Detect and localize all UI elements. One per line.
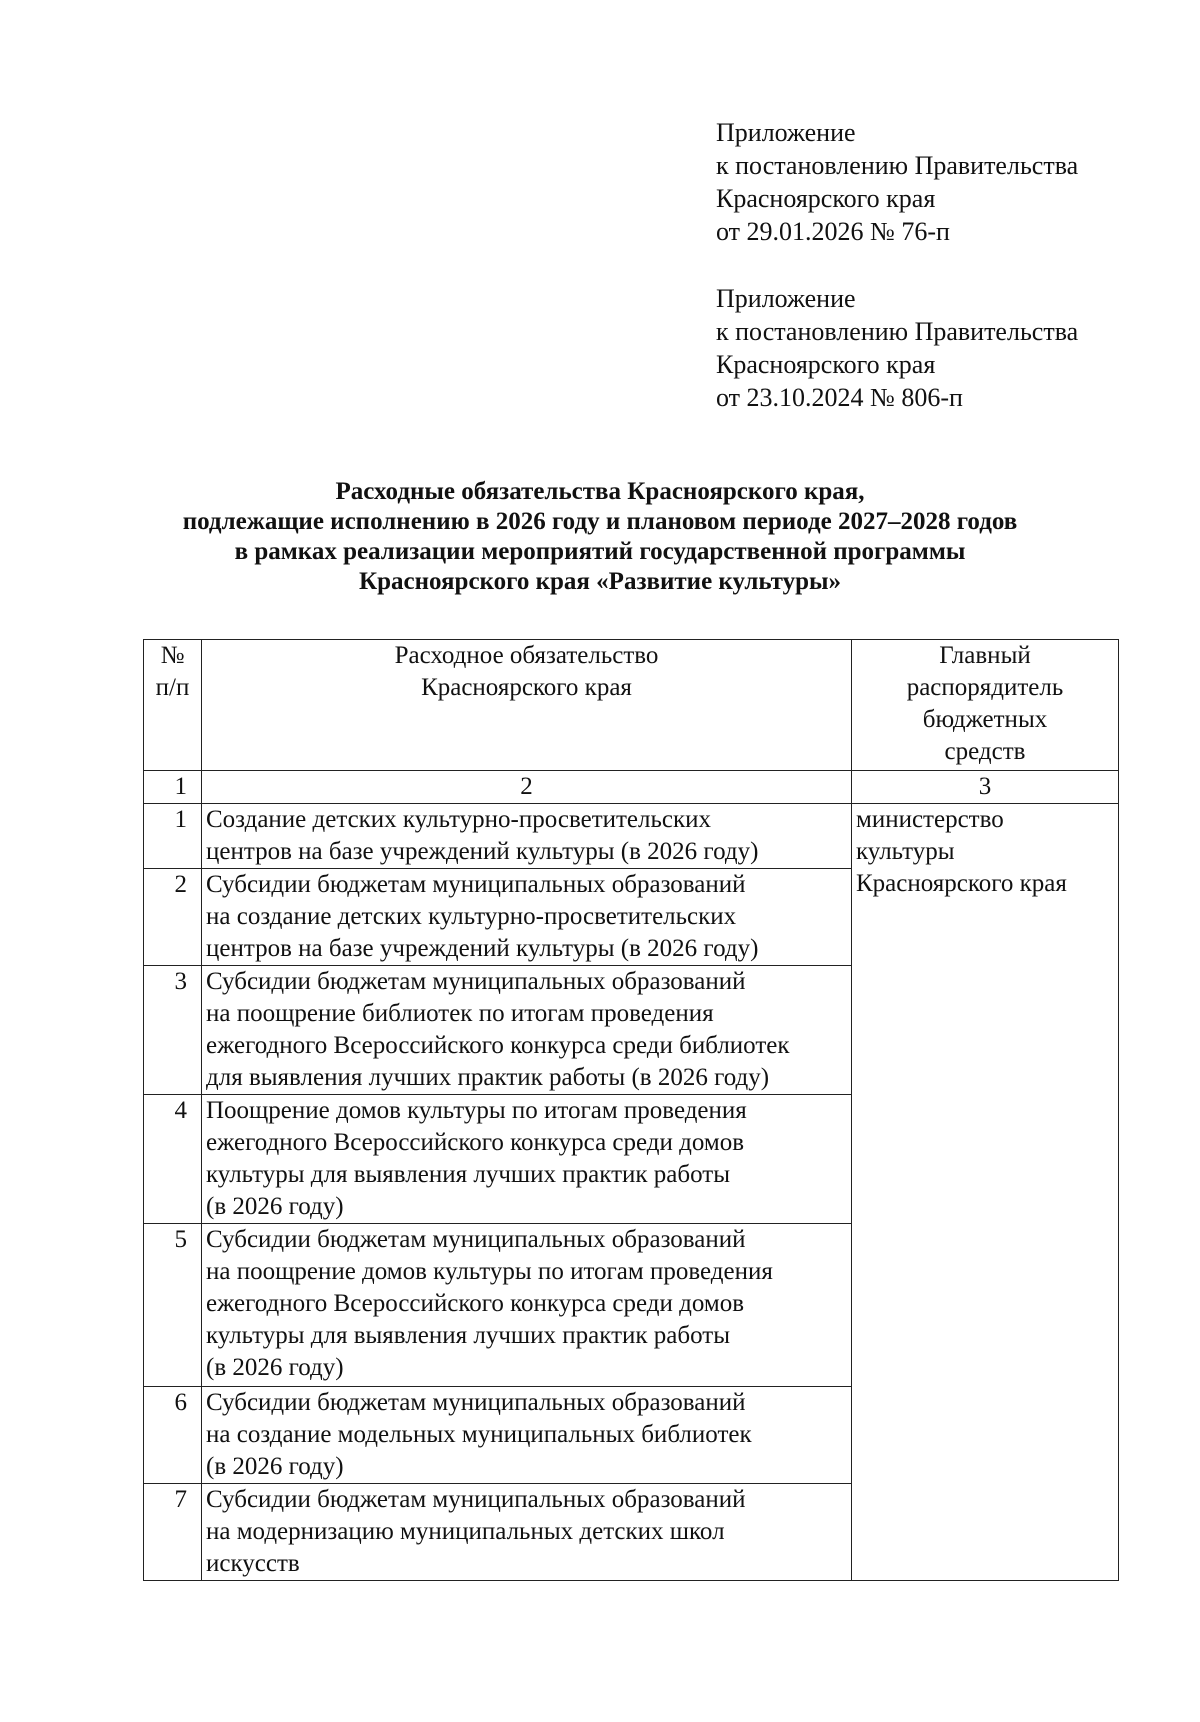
row-obligation bbox=[202, 966, 852, 1095]
header-num-line: № bbox=[160, 642, 185, 669]
obligation-line: (в 2026 году) bbox=[206, 1193, 344, 1220]
column-number: 1 bbox=[144, 771, 202, 804]
document-title bbox=[100, 477, 1100, 597]
manager-line: Красноярского края bbox=[856, 870, 1067, 897]
header-manager-line: Главный bbox=[939, 642, 1031, 669]
obligation-line: (в 2026 году) bbox=[206, 1354, 344, 1381]
appendix-date-number: от 23.10.2024 № 806-п bbox=[716, 383, 963, 412]
appendix-reference: к постановлению Правительства bbox=[716, 317, 1079, 346]
row-obligation bbox=[202, 804, 852, 869]
manager-line: министерство bbox=[856, 806, 1004, 833]
column-number: 3 bbox=[852, 771, 1119, 804]
title-line: Красноярского края «Развитие культуры» bbox=[358, 568, 842, 595]
manager-line: культуры bbox=[856, 838, 955, 865]
row-number: 5 bbox=[144, 1224, 202, 1387]
title-line: подлежащие исполнению в 2026 году и плановом периоде 2027–2028 годов bbox=[182, 508, 1018, 535]
row-obligation bbox=[202, 1387, 852, 1484]
column-number-row bbox=[144, 771, 1119, 804]
row-number: 3 bbox=[144, 966, 202, 1095]
table-row bbox=[144, 804, 1119, 869]
row-number: 1 bbox=[144, 804, 202, 869]
row-number: 7 bbox=[144, 1484, 202, 1581]
appendix-date-number: от 29.01.2026 № 76-п bbox=[716, 217, 950, 246]
obligation-line: культуры для выявления лучших практик работы bbox=[206, 1322, 730, 1349]
row-obligation bbox=[202, 1484, 852, 1581]
row-obligation bbox=[202, 1224, 852, 1387]
header-manager-line: распорядитель bbox=[906, 674, 1064, 701]
table-header-row bbox=[144, 640, 1119, 771]
obligation-line: ежегодного Всероссийского конкурса среди библиотек bbox=[206, 1032, 790, 1059]
title-line: в рамках реализации мероприятий государственной программы bbox=[234, 538, 966, 565]
row-number: 2 bbox=[144, 869, 202, 966]
row-obligation bbox=[202, 1095, 852, 1224]
header-obligation-line: Расходное обязательство bbox=[394, 642, 659, 669]
appendix-header-current bbox=[716, 116, 1186, 248]
manager-cell bbox=[852, 804, 1119, 1581]
obligation-line: искусств bbox=[206, 1550, 300, 1577]
column-number: 2 bbox=[202, 771, 852, 804]
obligation-line: Субсидии бюджетам муниципальных образований bbox=[206, 871, 746, 898]
obligation-line: культуры для выявления лучших практик работы bbox=[206, 1161, 730, 1188]
appendix-label: Приложение bbox=[716, 118, 856, 147]
title-line: Расходные обязательства Красноярского края, bbox=[335, 478, 865, 505]
appendix-header-original bbox=[716, 282, 1186, 414]
obligation-line: на создание модельных муниципальных библиотек bbox=[206, 1421, 752, 1448]
obligation-line: Поощрение домов культуры по итогам проведения bbox=[206, 1097, 747, 1124]
obligation-line: (в 2026 году) bbox=[206, 1453, 344, 1480]
header-manager-line: средств bbox=[944, 738, 1026, 765]
obligation-line: ежегодного Всероссийского конкурса среди домов bbox=[206, 1290, 745, 1317]
header-num bbox=[144, 640, 202, 771]
obligation-line: ежегодного Всероссийского конкурса среди домов bbox=[206, 1129, 745, 1156]
header-manager-line: бюджетных bbox=[922, 706, 1048, 733]
obligation-line: на модернизацию муниципальных детских школ bbox=[206, 1518, 725, 1545]
obligation-line: Создание детских культурно-просветительских bbox=[206, 806, 712, 833]
appendix-reference: к постановлению Правительства bbox=[716, 151, 1079, 180]
obligations-table bbox=[143, 639, 1119, 1581]
appendix-region: Красноярского края bbox=[716, 350, 936, 379]
obligation-line: Субсидии бюджетам муниципальных образований bbox=[206, 1389, 746, 1416]
obligation-line: для выявления лучших практик работы (в 2026 году) bbox=[206, 1064, 770, 1091]
obligation-line: на поощрение домов культуры по итогам проведения bbox=[206, 1258, 773, 1285]
obligation-line: центров на базе учреждений культуры (в 2026 году) bbox=[206, 935, 759, 962]
header-num-line: п/п bbox=[155, 674, 190, 701]
appendix-label: Приложение bbox=[716, 284, 856, 313]
obligation-line: Субсидии бюджетам муниципальных образований bbox=[206, 968, 746, 995]
obligation-line: Субсидии бюджетам муниципальных образований bbox=[206, 1226, 746, 1253]
obligation-line: на поощрение библиотек по итогам проведения bbox=[206, 1000, 714, 1027]
header-obligation bbox=[202, 640, 852, 771]
row-obligation bbox=[202, 869, 852, 966]
obligation-line: на создание детских культурно-просветительских bbox=[206, 903, 737, 930]
row-number: 6 bbox=[144, 1387, 202, 1484]
header-obligation-line: Красноярского края bbox=[421, 674, 632, 701]
obligation-line: Субсидии бюджетам муниципальных образований bbox=[206, 1486, 746, 1513]
obligation-line: центров на базе учреждений культуры (в 2026 году) bbox=[206, 838, 759, 865]
header-manager bbox=[852, 640, 1119, 771]
appendix-region: Красноярского края bbox=[716, 184, 936, 213]
row-number: 4 bbox=[144, 1095, 202, 1224]
